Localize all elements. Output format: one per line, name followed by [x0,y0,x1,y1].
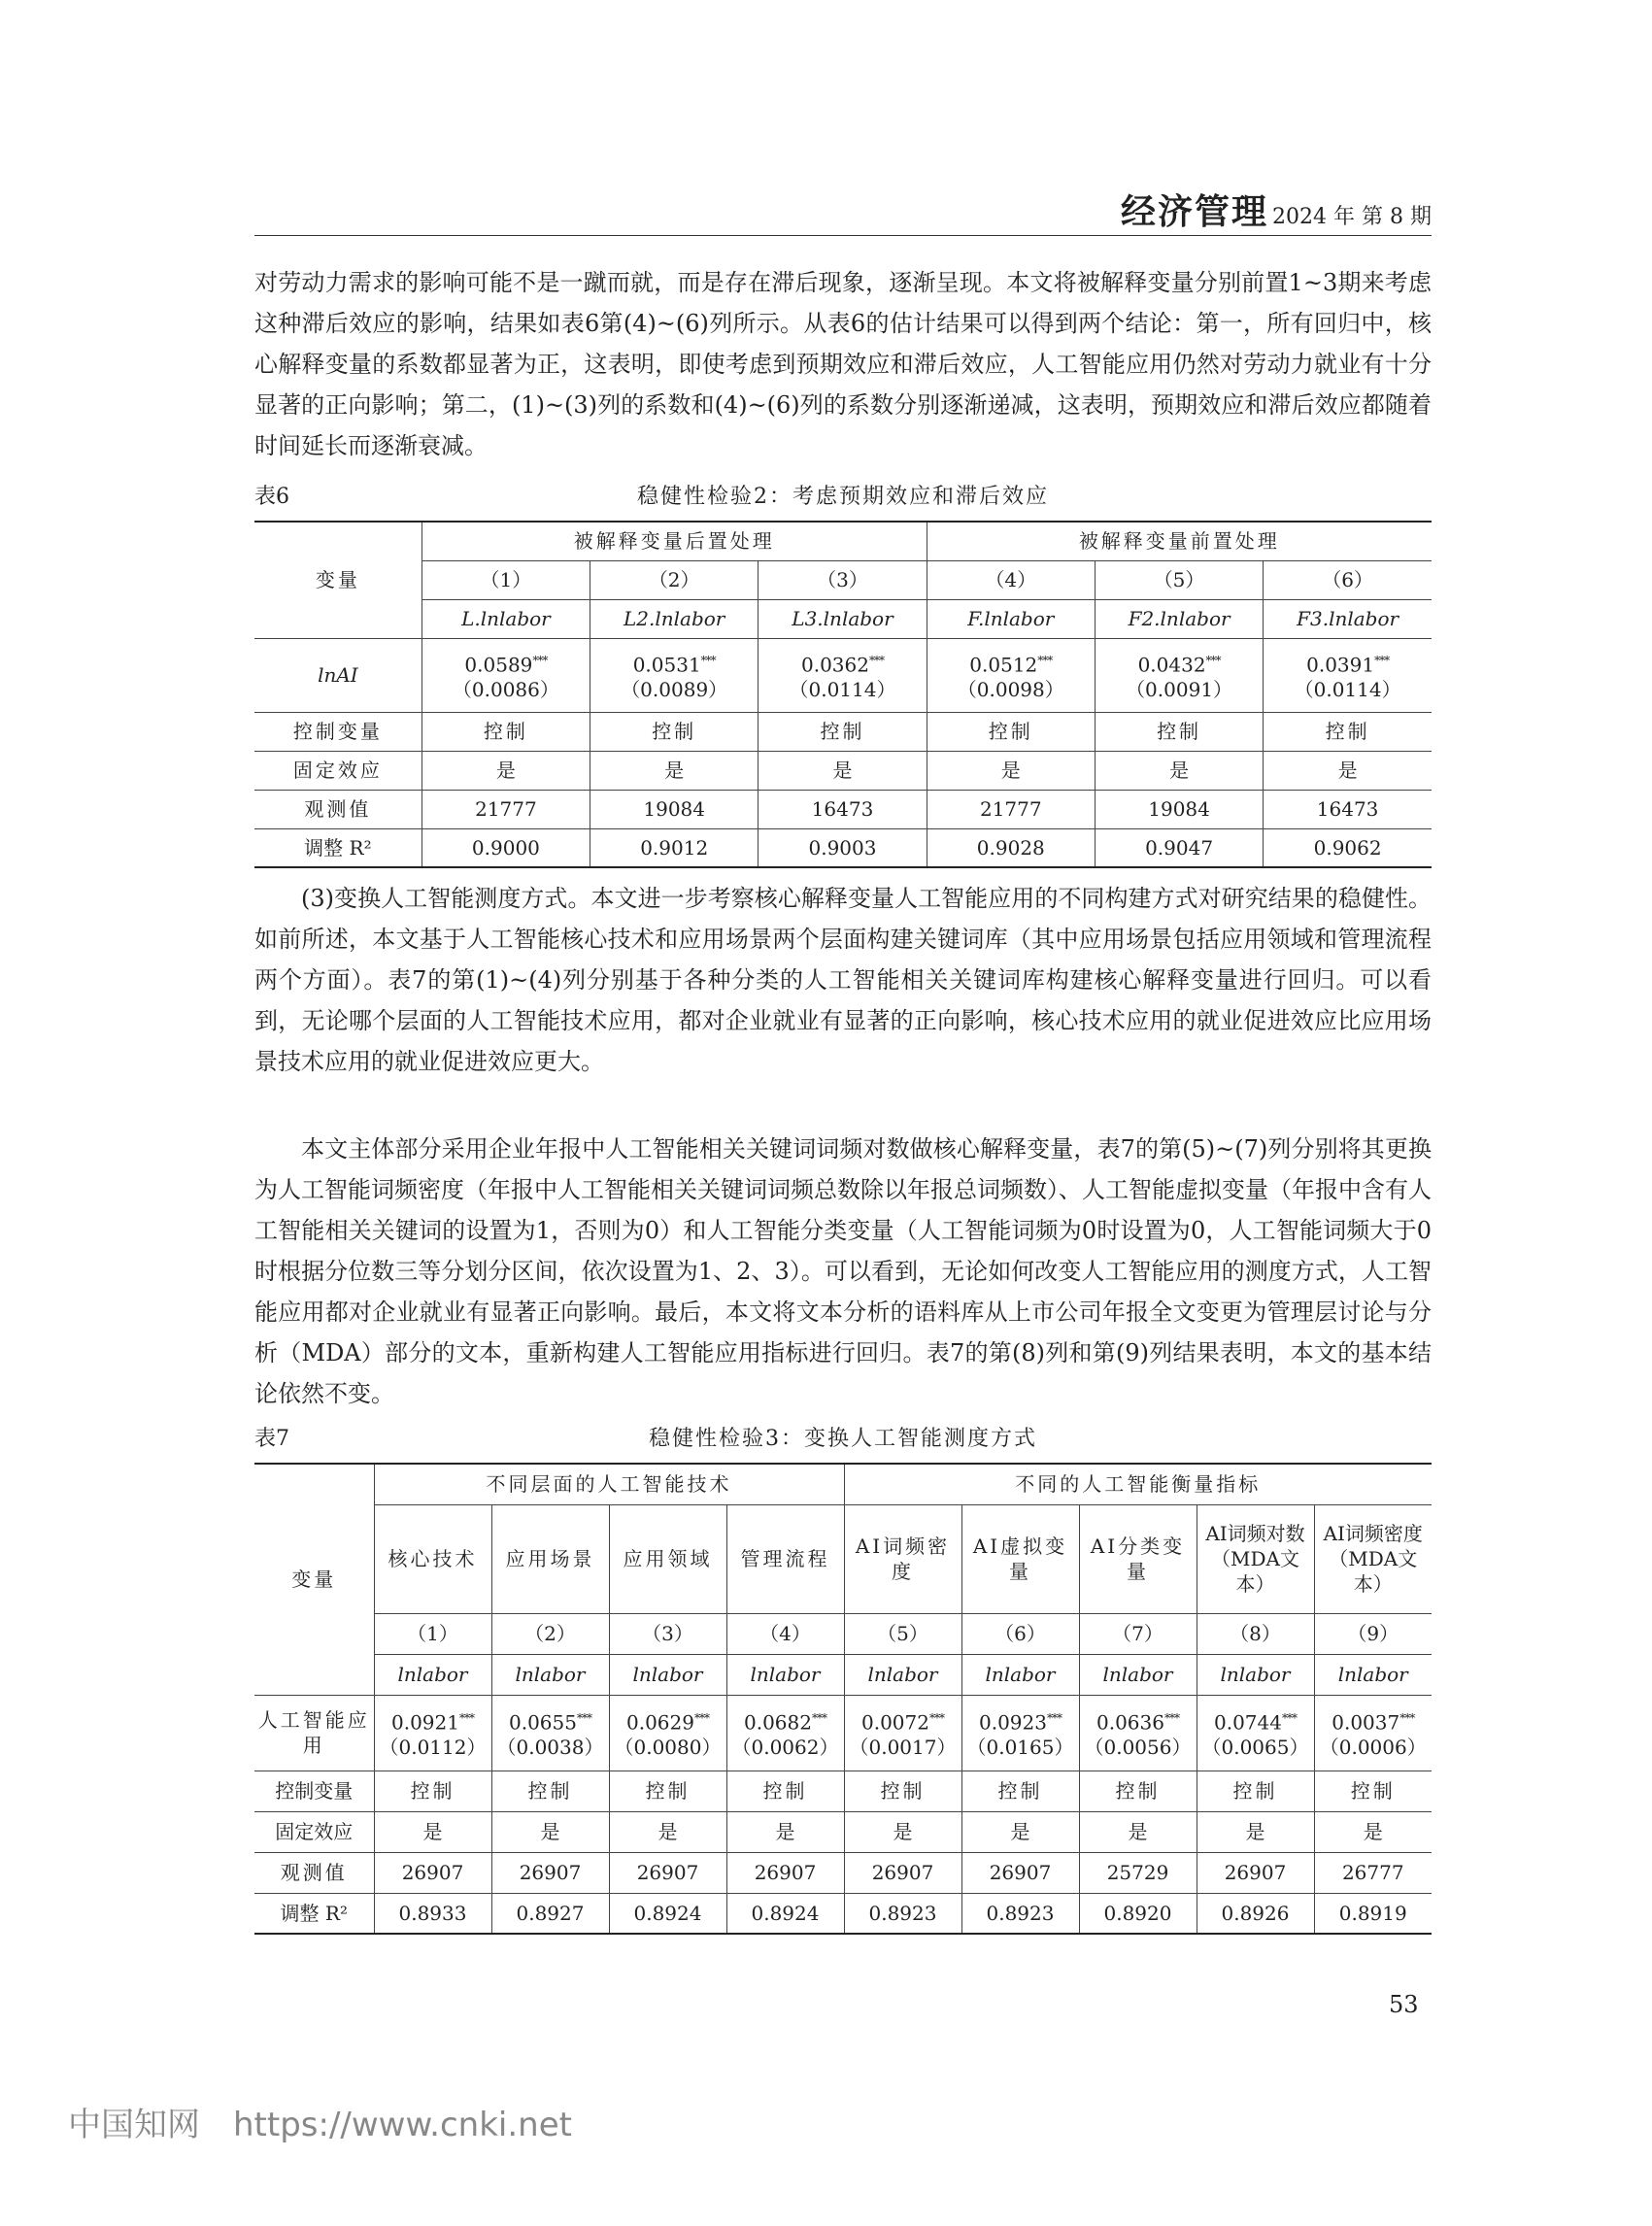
t6-cell: 是 [927,751,1095,790]
t6-coef-cell [759,638,927,712]
t6-cell: 控制 [759,712,927,751]
t7-cell: 是 [491,1811,609,1852]
t7-se: （0.0112） [379,1736,487,1760]
t6-stars: *** [532,653,548,667]
t7-coef: 0.0655 [509,1710,577,1735]
t6-coef: 0.0589 [464,653,533,677]
t7-r2-row [254,1893,1432,1934]
t7-stars: *** [1399,1710,1415,1725]
t6-cell: 16473 [759,790,927,828]
t7-cell: 26777 [1314,1852,1432,1893]
t6-control-row [254,712,1432,751]
t7-colnum: （8） [1197,1613,1314,1654]
t6-stars: *** [1037,653,1053,667]
t7-coef-cell [491,1695,609,1771]
t6-r2-row [254,828,1432,867]
t6-coef: 0.0362 [800,653,869,677]
t7-colnum: （4） [726,1613,844,1654]
t6-colnum: （4） [927,560,1095,599]
t7-stars: *** [928,1710,944,1725]
t7-coef: 0.0744 [1214,1710,1282,1735]
t7-cell: 是 [374,1811,491,1852]
t7-cell: 0.8924 [726,1893,844,1934]
paragraph-3 [254,1129,1432,1414]
t6-coef-cell [421,638,590,712]
t7-coef: 0.0037 [1332,1710,1400,1735]
journal-issue: 2024 年 第 8 期 [1272,205,1432,229]
t6-depvar: F2.lnlabor [1095,599,1263,638]
t6-colnum: （5） [1095,560,1263,599]
t7-se: （0.0165） [966,1736,1074,1760]
t6-coef: 0.0531 [632,653,701,677]
t7-cell: 控制 [1314,1771,1432,1811]
t6-colnum-row [254,560,1432,599]
t7-cell: 是 [844,1811,961,1852]
t7-coef-cell [1079,1695,1197,1771]
t7-colhead-row [254,1504,1432,1613]
t7-cell: 控制 [726,1771,844,1811]
t6-cell: 是 [759,751,927,790]
t7-coef: 0.0923 [979,1710,1047,1735]
t7-cell: 0.8933 [374,1893,491,1934]
t6-se: （0.0114） [1294,678,1401,702]
t6-depvar: F.lnlabor [927,599,1095,638]
t7-colnum-row [254,1613,1432,1654]
t7-cell: 0.8926 [1197,1893,1314,1934]
t7-cell: 0.8927 [491,1893,609,1934]
t7-coef: 0.0636 [1096,1710,1164,1735]
t7-cell: 是 [1197,1811,1314,1852]
t6-cell: 是 [1095,751,1263,790]
t7-cell: 控制 [491,1771,609,1811]
t6-depvar-row [254,599,1432,638]
table7-number: 表7 [254,1427,289,1451]
t7-se: （0.0065） [1201,1736,1309,1760]
t6-stars: *** [868,653,884,667]
t7-stars: *** [458,1710,474,1725]
t6-depvar: L3.lnlabor [759,599,927,638]
t7-stars: *** [1163,1710,1179,1725]
journal-name: 经济管理 [1121,191,1269,232]
t6-cell: 控制 [927,712,1095,751]
t7-colnum: （1） [374,1613,491,1654]
t7-cell: 控制 [961,1771,1079,1811]
t7-cell: 是 [1314,1811,1432,1852]
t7-depvar: lnlabor [1079,1654,1197,1695]
t7-cell: 控制 [844,1771,961,1811]
t7-cell: 是 [961,1811,1079,1852]
table6 [254,521,1432,868]
t7-coef: 0.0072 [861,1710,929,1735]
t6-colnum: （1） [421,560,590,599]
t7-var-header: 变量 [254,1464,374,1695]
t7-control-label: 控制变量 [254,1771,374,1811]
t6-cell: 0.9000 [421,828,590,867]
t6-coef-cell [1264,638,1432,712]
t7-depvar: lnlabor [609,1654,726,1695]
paragraph-1-text: 对劳动力需求的影响可能不是一蹴而就，而是存在滞后现象，逐渐呈现。本文将被解释变量分别前置1~3期来考虑这种滞后效应的影响，结果如表6第(4)~(6)列所示。从表6的估计结果可以得到两个结论：第一，所有回归中，核心解释变量的系数都显著为正，这表明，即使考虑到预期效应和滞后效应，人工智能应用仍然对劳动力就业有十分显著的正向影响；第二，(1)~(3)列的系数和(4)~(6)列的系数分别逐渐递减，这表明，预期效应和滞后效应都随着时间延长而逐渐衰减。 [254,269,1432,459]
t7-cell: 26907 [726,1852,844,1893]
t6-cell: 16473 [1264,790,1432,828]
t7-cell: 控制 [374,1771,491,1811]
t7-obs-row [254,1852,1432,1893]
t6-cell: 控制 [590,712,759,751]
t6-depvar: L2.lnlabor [590,599,759,638]
t6-cell: 0.9003 [759,828,927,867]
t7-depvar: lnlabor [726,1654,844,1695]
t7-cell: 26907 [491,1852,609,1893]
t7-cell: 26907 [844,1852,961,1893]
t6-group-lead: 被解释变量前置处理 [927,522,1432,560]
t7-coef-cell [1197,1695,1314,1771]
t7-cell: 是 [609,1811,726,1852]
t7-stars: *** [576,1710,591,1725]
page-header [254,185,1432,236]
t7-cell: 25729 [1079,1852,1197,1893]
t7-ai-row [254,1695,1432,1771]
t7-cell: 26907 [374,1852,491,1893]
t7-cell: 控制 [1197,1771,1314,1811]
t7-colhead: 管理流程 [726,1504,844,1613]
t7-cell: 0.8923 [961,1893,1079,1934]
t7-se: （0.0062） [731,1736,839,1760]
t6-lnai-row [254,638,1432,712]
t6-fe-label: 固定效应 [254,751,421,790]
t7-se: （0.0006） [1319,1736,1427,1760]
t7-coef-cell [726,1695,844,1771]
journal-info [1121,185,1432,234]
paragraph-3-text: 本文主体部分采用企业年报中人工智能相关关键词词频对数做核心解释变量，表7的第(5)~(7)列分别将其更换为人工智能词频密度（年报中人工智能相关关键词词频总数除以年报总词频数）、人工智能虚拟变量（年报中含有人工智能相关关键词的设置为1，否则为0）和人工智能分类变量（人工智能词频为0时设置为0，人工智能词频大于0时根据分位数三等分划分区间，依次设置为1、2、3）。可以看到，无论如何改变人工智能应用的测度方式，人工智能应用都对企业就业有显著正向影响。最后，本文将文本分析的语料库从上市公司年报全文变更为管理层讨论与分析（MDA）部分的文本，重新构建人工智能应用指标进行回归。表7的第(8)列和第(9)列结果表明，本文的基本结论依然不变。 [254,1135,1432,1407]
t7-cell: 0.8919 [1314,1893,1432,1934]
t7-colhead: 应用领域 [609,1504,726,1613]
cnki-watermark [68,2098,572,2145]
t7-colnum: （7） [1079,1613,1197,1654]
t7-cell: 是 [1079,1811,1197,1852]
t7-depvar: lnlabor [1197,1654,1314,1695]
t6-coef: 0.0432 [1137,653,1206,677]
t7-colhead: AI词频密度（MDA文本） [1314,1504,1432,1613]
t7-coef-cell [844,1695,961,1771]
t6-cell: 21777 [421,790,590,828]
table7-caption [254,1422,1432,1455]
table7-title: 稳健性检验3：变换人工智能测度方式 [649,1427,1037,1451]
t7-cell: 0.8923 [844,1893,961,1934]
t7-colhead: AI分类变量 [1079,1504,1197,1613]
t6-se: （0.0089） [621,678,728,702]
t7-colhead: AI词频密度 [844,1504,961,1613]
t7-colhead: AI虚拟变量 [961,1504,1079,1613]
t6-colnum: （6） [1264,560,1432,599]
t7-se: （0.0056） [1084,1736,1192,1760]
t6-cell: 0.9047 [1095,828,1263,867]
t7-colhead: 应用场景 [491,1504,609,1613]
t6-cell: 控制 [421,712,590,751]
t6-colnum: （2） [590,560,759,599]
t6-colnum: （3） [759,560,927,599]
paragraph-2-text: (3)变换人工智能测度方式。本文进一步考察核心解释变量人工智能应用的不同构建方式对研究结果的稳健性。如前所述，本文基于人工智能核心技术和应用场景两个层面构建关键词库（其中应用场景包括应用领域和管理流程两个方面）。表7的第(1)~(4)列分别基于各种分类的人工智能相关关键词库构建核心解释变量进行回归。可以看到，无论哪个层面的人工智能技术应用，都对企业就业有显著的正向影响，核心技术应用的就业促进效应比应用场景技术应用的就业促进效应更大。 [254,885,1432,1075]
t6-cell: 是 [1264,751,1432,790]
t6-control-label: 控制变量 [254,712,421,751]
t7-stars: *** [1281,1710,1297,1725]
t7-cell: 0.8924 [609,1893,726,1934]
table6-caption [254,480,1432,513]
page-number: 53 [1389,1991,1419,2018]
paragraph-1 [254,262,1432,466]
t7-cell: 是 [726,1811,844,1852]
t7-group-metric: 不同的人工智能衡量指标 [844,1464,1432,1504]
t7-coef: 0.0682 [744,1710,812,1735]
t6-cell: 0.9062 [1264,828,1432,867]
t6-coef-cell [590,638,759,712]
t7-se: （0.0038） [496,1736,604,1760]
t6-se: （0.0086） [452,678,559,702]
t6-se: （0.0091） [1126,678,1233,702]
table6-number: 表6 [254,485,289,509]
t6-coef: 0.0391 [1306,653,1375,677]
t7-cell: 26907 [961,1852,1079,1893]
t7-depvar: lnlabor [1314,1654,1432,1695]
t6-se: （0.0114） [789,678,896,702]
t7-cell: 控制 [1079,1771,1197,1811]
t6-var-header: 变量 [254,522,421,638]
t6-stars: *** [1374,653,1390,667]
t6-cell: 19084 [1095,790,1263,828]
table7 [254,1463,1432,1935]
watermark-brand: 中国知网 [68,2106,200,2144]
t7-depvar-row [254,1654,1432,1695]
t7-stars: *** [1046,1710,1062,1725]
t7-cell: 控制 [609,1771,726,1811]
t7-depvar: lnlabor [961,1654,1079,1695]
t6-stars: *** [1205,653,1221,667]
t7-depvar: lnlabor [374,1654,491,1695]
t6-cell: 0.9028 [927,828,1095,867]
t7-cell: 26907 [609,1852,726,1893]
t6-cell: 0.9012 [590,828,759,867]
t6-se: （0.0098） [957,678,1064,702]
t6-cell: 19084 [590,790,759,828]
t7-depvar: lnlabor [844,1654,961,1695]
t7-coef-cell [374,1695,491,1771]
t7-stars: *** [693,1710,709,1725]
t7-group-tech: 不同层面的人工智能技术 [374,1464,844,1504]
t6-cell: 是 [421,751,590,790]
table6-title: 稳健性检验2：考虑预期效应和滞后效应 [637,485,1049,509]
t6-coef: 0.0512 [969,653,1038,677]
t7-coef-cell [1314,1695,1432,1771]
t7-cell: 26907 [1197,1852,1314,1893]
t6-coef-cell [1095,638,1263,712]
t7-depvar: lnlabor [491,1654,609,1695]
t7-coef: 0.0921 [391,1710,459,1735]
t7-colnum: （6） [961,1613,1079,1654]
t6-depvar: F3.lnlabor [1264,599,1432,638]
t7-colnum: （2） [491,1613,609,1654]
t7-obs-label: 观测值 [254,1852,374,1893]
t6-stars: *** [700,653,716,667]
t6-cell: 21777 [927,790,1095,828]
t6-depvar: L.lnlabor [421,599,590,638]
t7-colhead: 核心技术 [374,1504,491,1613]
t6-fe-row [254,751,1432,790]
t6-coef-cell [927,638,1095,712]
t7-fe-row [254,1811,1432,1852]
t7-r2-label: 调整 R² [254,1893,374,1934]
t7-se: （0.0017） [849,1736,957,1760]
t6-group-lag: 被解释变量后置处理 [421,522,927,560]
t6-lnai-label: lnAI [254,638,421,712]
paragraph-2 [254,878,1432,1082]
t7-ai-label: 人工智能应用 [254,1695,374,1771]
t6-cell: 控制 [1264,712,1432,751]
t7-colnum: （3） [609,1613,726,1654]
t7-fe-label: 固定效应 [254,1811,374,1852]
t7-control-row [254,1771,1432,1811]
t7-coef-cell [609,1695,726,1771]
t6-cell: 控制 [1095,712,1263,751]
t7-colnum: （5） [844,1613,961,1654]
t7-stars: *** [811,1710,826,1725]
t7-colnum: （9） [1314,1613,1432,1654]
t6-obs-label: 观测值 [254,790,421,828]
watermark-url: https://www.cnki.net [233,2106,572,2144]
t6-obs-row [254,790,1432,828]
t6-cell: 是 [590,751,759,790]
t7-se: （0.0080） [614,1736,722,1760]
t6-r2-label: 调整 R² [254,828,421,867]
t7-cell: 0.8920 [1079,1893,1197,1934]
t7-coef-cell [961,1695,1079,1771]
t7-coef: 0.0629 [626,1710,694,1735]
t7-colhead: AI词频对数（MDA文本） [1197,1504,1314,1613]
